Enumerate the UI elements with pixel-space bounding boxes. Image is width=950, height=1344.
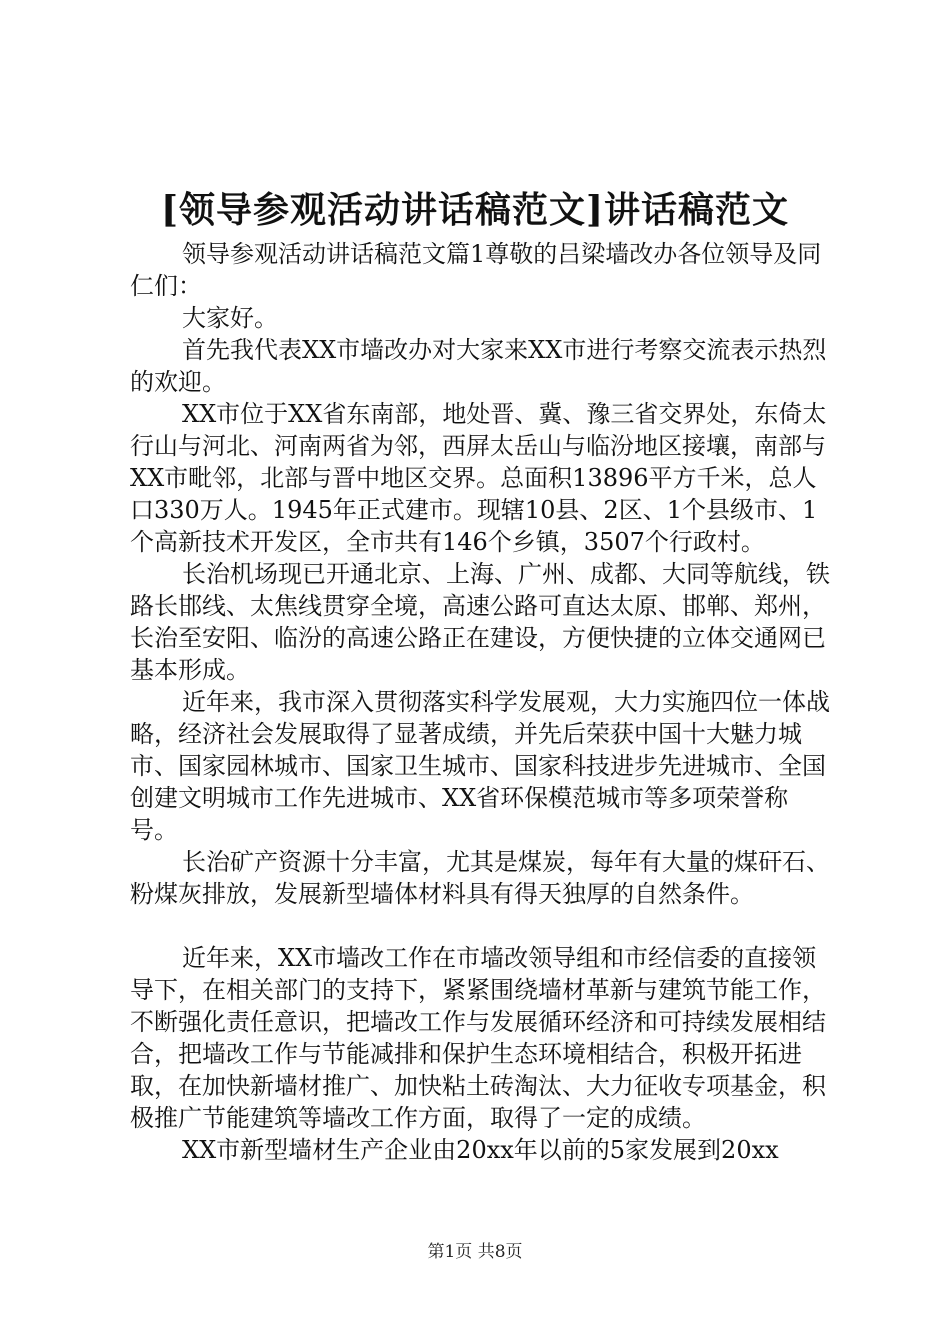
paragraph-enterprises: XX市新型墙材生产企业由20xx年以前的5家发展到20xx bbox=[182, 1136, 779, 1164]
document-body bbox=[130, 238, 830, 1166]
page-footer: 第1页 共8页 bbox=[427, 1242, 523, 1262]
paragraph-wall-reform: 近年来，XX市墙改工作在市墙改领导组和市经信委的直接领导下，在相关部门的支持下，紧紧围绕墙材革新与建筑节能工作，不断强化责任意识，把墙改工作与发展循环经济和可持续发展相结合，把墙改工作与节能减排和保护生态环境相结合，积极开拓进取，在加快新墙材推广、加快粘土砖淘汰、大力征收专项基金，积极推广节能建筑等墙改工作方面，取得了一定的成绩。 bbox=[130, 944, 826, 1132]
paragraph-transport: 长治机场现已开通北京、上海、广州、成都、大同等航线，铁路长邯线、太焦线贯穿全境，高速公路可直达太原、邯郸、郑州，长治至安阳、临汾的高速公路正在建设，方便快捷的立体交通网已基本形成。 bbox=[130, 560, 830, 684]
paragraph-hello: 大家好。 bbox=[182, 304, 278, 332]
document-title: [领导参观活动讲话稿范文]讲话稿范文 bbox=[160, 189, 790, 231]
paragraph-city-overview: XX市位于XX省东南部，地处晋、冀、豫三省交界处，东倚太行山与河北、河南两省为邻，西屏太岳山与临汾地区接壤，南部与XX市毗邻，北部与晋中地区交界。总面积13896平方千米，总人口330万人。1945年正式建市。现辖10县、2区、1个县级市、1个高新技术开发区，全市共有146个乡镇，3507个行政村。 bbox=[130, 400, 827, 556]
paragraph-greeting: 领导参观活动讲话稿范文篇1尊敬的吕梁墙改办各位领导及同仁们： bbox=[130, 240, 822, 300]
paragraph-achievements: 近年来，我市深入贯彻落实科学发展观，大力实施四位一体战略，经济社会发展取得了显著成绩，并先后荣获中国十大魅力城市、国家园林城市、国家卫生城市、国家科技进步先进城市、全国创建文明城市工作先进城市、XX省环保模范城市等多项荣誉称号。 bbox=[130, 688, 830, 844]
paragraph-resources: 长治矿产资源十分丰富，尤其是煤炭，每年有大量的煤矸石、粉煤灰排放，发展新型墙体材料具有得天独厚的自然条件。 bbox=[130, 848, 830, 908]
paragraph-welcome: 首先我代表XX市墙改办对大家来XX市进行考察交流表示热烈的欢迎。 bbox=[130, 336, 827, 396]
